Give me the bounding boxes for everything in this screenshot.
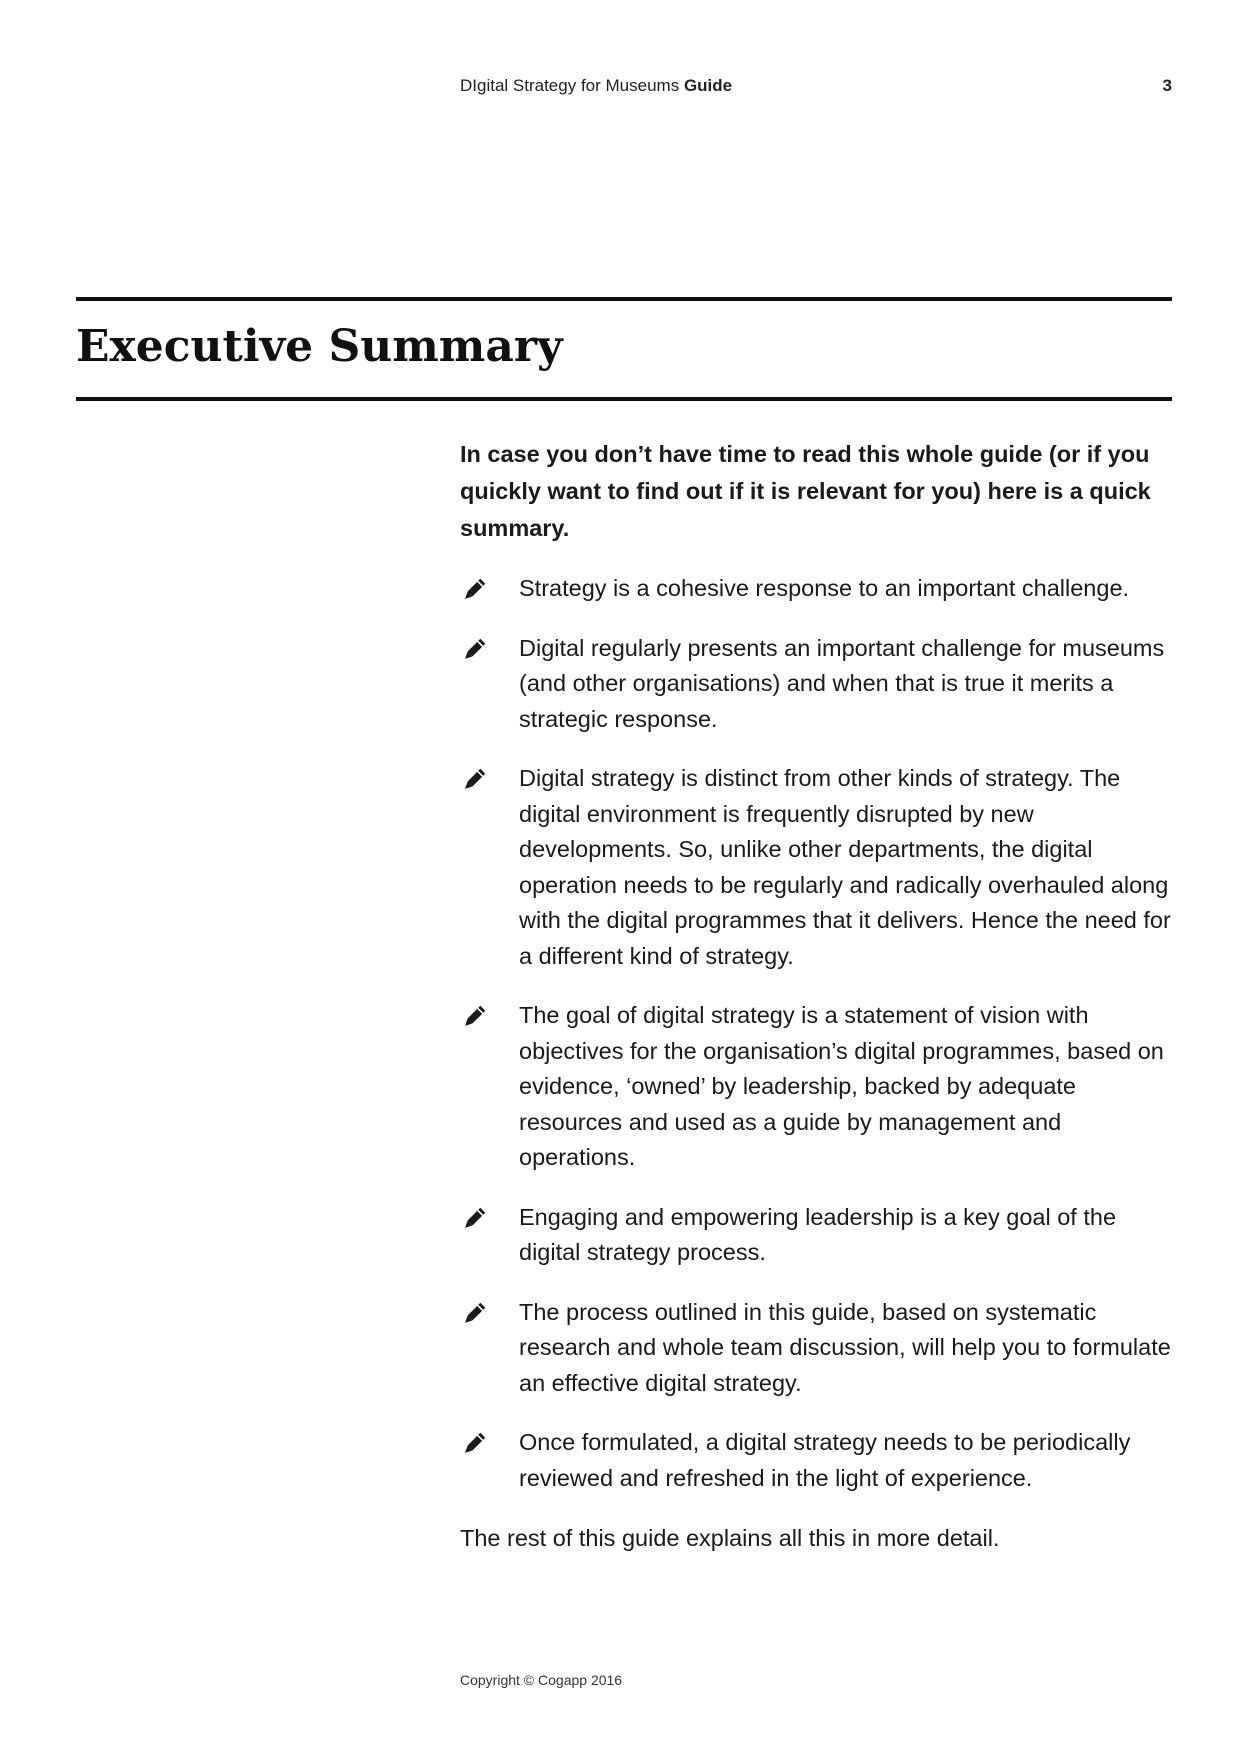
section-title: Executive Summary [76,321,563,372]
running-title [460,76,732,96]
list-item-text: Once formulated, a digital strategy needs to be periodically reviewed and refreshed in the light of experience. [519,1429,1131,1491]
list-item [460,1425,1176,1496]
pencil-icon [460,1203,490,1233]
list-item-text: The goal of digital strategy is a statement of vision with objectives for the organisation’s digital programmes, based on evidence, ‘owned’ by leadership, backed by adequate resources and used as a guide by management and operations. [519,1002,1164,1170]
pencil-icon [460,764,490,794]
title-rule-top [76,297,1172,301]
list-item-text: Engaging and empowering leadership is a key goal of the digital strategy process. [519,1203,1117,1265]
running-title-bold: Guide [683,76,733,95]
copyright-notice: Copyright © Cogapp 2016 [460,1672,623,1688]
list-item [460,761,1176,974]
list-item [460,631,1176,738]
list-item [460,1200,1176,1271]
list-item-text: Digital strategy is distinct from other kinds of strategy. The digital environment is frequently disrupted by new developments. So, unlike other departments, the digital operation needs to be regularly and radically overhauled along with the digital programmes that it delivers. Hence the need for a different kind of strategy. [519,765,1171,969]
closing-paragraph: The rest of this guide explains all this in more detail. [460,1525,1000,1551]
running-title-regular: DIgital Strategy for Museums [460,76,680,95]
pencil-icon [460,1001,490,1031]
pencil-icon [460,1298,490,1328]
pencil-icon [460,634,490,664]
page-header [460,76,1172,100]
list-item [460,571,1176,607]
page-number: 3 [1162,76,1172,95]
list-item [460,998,1176,1176]
intro-paragraph: In case you don’t have time to read this whole guide (or if you quickly want to find out if it is relevant for you) here is a quick summary. [460,441,1151,541]
summary-content [460,436,1176,1556]
list-item-text: Digital regularly presents an important challenge for museums (and other organisations) and when that is true it merits a strategic response. [519,634,1165,732]
list-item [460,1295,1176,1402]
summary-list [460,571,1176,1496]
pencil-icon [460,1428,490,1458]
list-item-text: The process outlined in this guide, based on systematic research and whole team discussion, will help you to formulate an effective digital strategy. [519,1298,1171,1396]
title-rule-bottom [76,397,1172,401]
list-item-text: Strategy is a cohesive response to an important challenge. [519,575,1130,601]
pencil-icon [460,574,490,604]
